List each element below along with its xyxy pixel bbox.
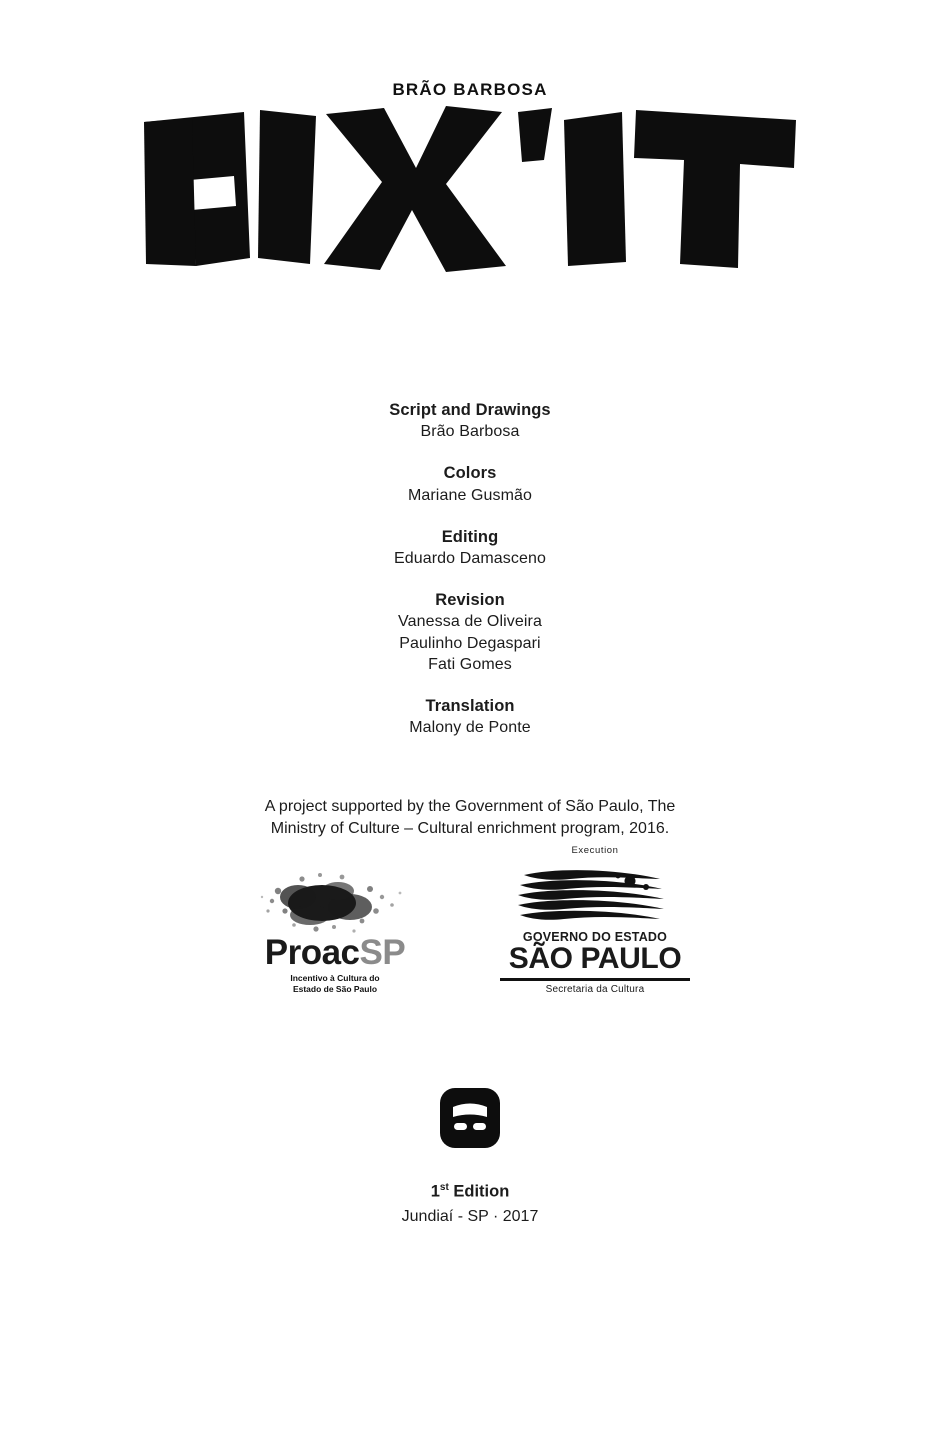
credit-group [0, 526, 940, 569]
credit-name: Mariane Gusmão [407, 486, 533, 504]
proac-wordmark [250, 933, 420, 973]
book-title [0, 106, 940, 281]
credit-group [0, 462, 940, 505]
proac-word-main: Proac [264, 933, 360, 973]
proac-subtitle-line-2: Estado de São Paulo [292, 983, 378, 994]
credit-name: Eduardo Damasceno [393, 550, 546, 568]
government-line-2: SÃO PAULO [508, 941, 682, 975]
proac-subtitle [250, 973, 420, 994]
execution-label: Execution [571, 845, 619, 857]
government-subtitle: Secretaria da Cultura [545, 983, 645, 995]
book-title-artwork [140, 106, 800, 276]
credit-role: Editing [441, 527, 499, 546]
publication-place: Jundiaí - SP · 2017 [401, 1208, 539, 1226]
credit-role: Colors [443, 464, 497, 483]
credit-name: Fati Gomes [428, 655, 512, 673]
publisher-mark-icon [439, 1087, 501, 1149]
credit-role: Translation [425, 696, 515, 715]
support-note-line-2: Ministry of Culture – Cultural enrichment program, 2016. [270, 819, 670, 837]
credits-list [0, 399, 940, 738]
credit-name: Vanessa de Oliveira [398, 613, 542, 631]
credit-name: Paulinho Degaspari [399, 634, 541, 652]
author-name-top: BRÃO BARBOSA [392, 80, 548, 99]
sponsor-logos [0, 845, 940, 995]
credit-role: Revision [435, 591, 505, 610]
proac-subtitle-line-1: Incentivo à Cultura do [290, 973, 380, 984]
government-line-1: GOVERNO DO ESTADO [522, 930, 668, 945]
proac-sp-logo [250, 867, 420, 994]
support-note-line-1: A project supported by the Government of São Paulo, The [264, 798, 676, 816]
credit-name: Brão Barbosa [420, 423, 520, 441]
government-divider [500, 978, 690, 981]
ink-splatter-icon [250, 867, 420, 939]
edition-label: Edition [448, 1182, 510, 1201]
support-note [0, 796, 940, 839]
edition-number: 1 [430, 1182, 440, 1201]
credit-name: Malony de Ponte [409, 718, 531, 736]
publisher-logo [0, 1087, 940, 1154]
credit-group [0, 695, 940, 738]
sao-paulo-flag-icon [500, 867, 690, 929]
title-page [0, 80, 940, 1441]
edition-line [0, 1182, 940, 1202]
proac-word-accent: SP [359, 933, 406, 973]
credit-group [0, 589, 940, 675]
edition-ordinal: st [439, 1181, 449, 1193]
credit-group [0, 399, 940, 442]
credit-role: Script and Drawings [389, 401, 551, 419]
government-logo [500, 845, 690, 995]
